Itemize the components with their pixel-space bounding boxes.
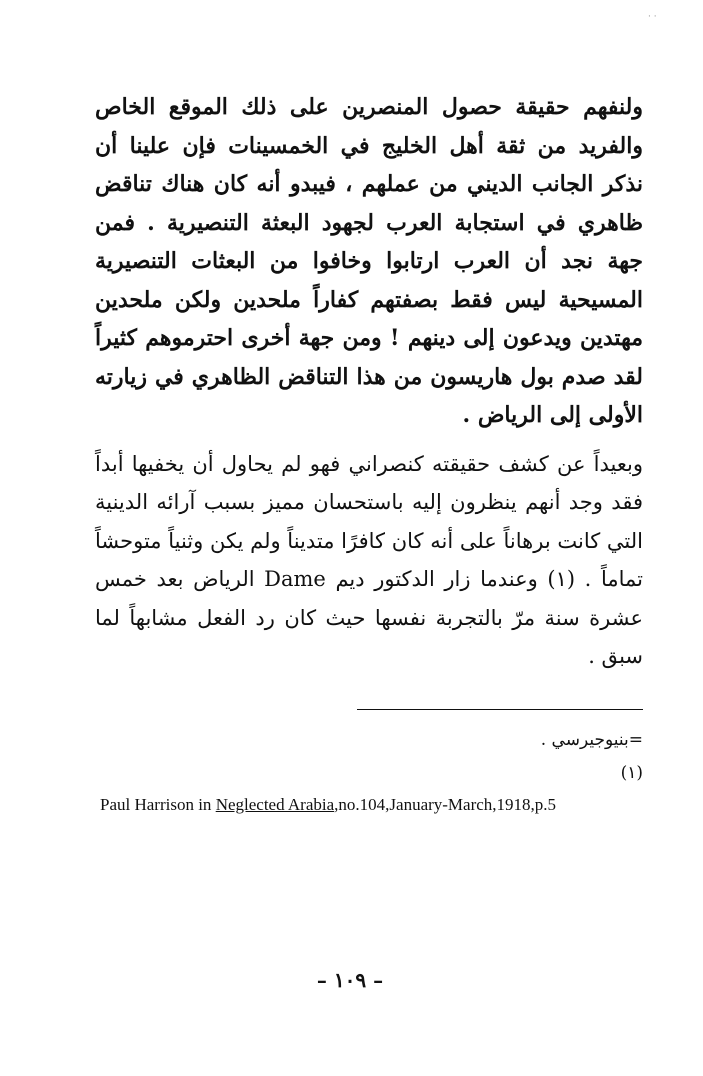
reference-suffix: ,no.104,January-March,1918,p.5 (334, 795, 557, 814)
footnote-number: (١) (620, 763, 643, 783)
footnote-continuation (541, 730, 643, 750)
reference-prefix: Paul Harrison in (100, 795, 216, 814)
reference-title: Neglected Arabia (215, 795, 335, 814)
footnote-divider (357, 709, 643, 710)
continuation-mark: = (628, 730, 643, 750)
page-body (95, 88, 643, 676)
footnote-reference (100, 795, 660, 815)
paragraph-1: ولنفهم حقيقة حصول المنصرين على ذلك الموقع الخاص والفريد من ثقة أهل الخليج في الخمسينات فإن علينا أن نذكر الجانب الديني من عملهم ، فيبدو أنه كان هناك تناقض ظاهري في استجابة العرب لجهود البعثة التنصيرية . فمن جهة نجد أن العرب ارتابوا وخافوا من البعثات التنصيرية المسيحية ليس فقط بصفتهم كفاراً ملحدين ولكن ملحدين مهتدين ويدعون إلى دينهم ! ومن جهة أخرى احترموهم كثيراً لقد صدم بول هاريسون من هذا التناقض الظاهري في زيارته الأولى إلى الرياض . (95, 94, 643, 428)
page-number: – ١٠٩ – (316, 968, 384, 992)
scan-mark: · · (648, 12, 657, 22)
paragraph-2: وبعيداً عن كشف حقيقته كنصراني فهو لم يحاول أن يخفيها أبداً فقد وجد أنهم ينظرون إليه باستحسان مميز بسبب آرائه الدينية التي كانت برهاناً على أنه كان كافرًا متديناً ولم يكن وثنياً متوحشاً تماماً . (١) وعندما زار الدكتور ديم Dame الرياض بعد خمس عشرة سنة مرّ بالتجربة نفسها حيث كان رد الفعل مشابهاً لما سبق . (95, 451, 643, 668)
continuation-text: بنيوجيرسي . (540, 730, 629, 750)
